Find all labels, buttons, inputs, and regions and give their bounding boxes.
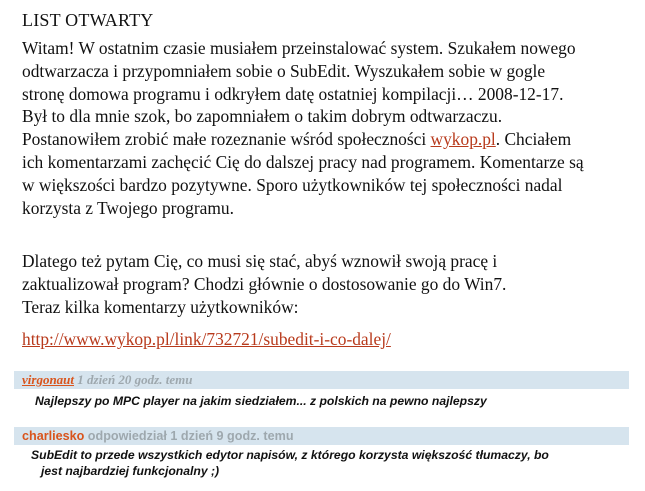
paragraph-line: w większości bardzo pozytywne. Sporo użytkowników tej społeczności nadal [22, 174, 563, 195]
comment-header [22, 372, 192, 388]
comment-text [31, 447, 549, 479]
comment-meta: 1 dzień 20 godz. temu [74, 372, 193, 387]
comment-author-link[interactable]: charliesko [22, 429, 85, 443]
paragraph-line: zaktualizował program? Chodzi głównie o dostosowanie go do Win7. [22, 273, 507, 294]
paragraph-line: odtwarzacza i przypomniałem sobie o SubEdit. Wyszukałem sobie w gogle [22, 60, 546, 81]
paragraph-line: Dlatego też pytam Cię, co musi się stać, abyś wznowił swoją pracę i [22, 251, 498, 271]
comment-author-link[interactable]: virgonaut [22, 372, 75, 387]
discussion-url-link[interactable]: http://www.wykop.pl/link/732721/subedit-i-co-dalej/ [22, 329, 391, 349]
paragraph-text: . Chciałem [495, 129, 572, 150]
paragraph-text: Postanowiłem zrobić małe rozeznanie wśród społeczności [22, 129, 431, 150]
wykop-link[interactable]: wykop.pl [430, 129, 496, 150]
comment-meta: odpowiedział 1 dzień 9 godz. temu [84, 429, 294, 443]
paragraph-line: Witam! W ostatnim czasie musiałem przeinstalować system. Szukałem nowego [22, 38, 576, 58]
paragraph-line: ich komentarzami zachęcić Cię do dalszej pracy nad programem. Komentarze są [22, 151, 584, 172]
letter-title: LIST OTWARTY [22, 10, 154, 30]
letter-paragraph-1 [22, 37, 640, 219]
comment-header [22, 428, 294, 444]
comment-text-line: SubEdit to przede wszystkich edytor napisów, z którego korzysta większość tłumaczy, bo [31, 448, 549, 462]
paragraph-line: stronę domowa programu i odkryłem datę ostatniej kompilacji… 2008-12-17. [22, 83, 564, 104]
paragraph-line [22, 128, 640, 151]
letter-paragraph-2 [22, 250, 640, 318]
comment-text-line: jest najbardziej funkcjonalny ;) [41, 464, 220, 478]
comment-text: Najlepszy po MPC player na jakim siedziałem... z polskich na pewno najlepszy [35, 394, 487, 408]
paragraph-line: korzysta z Twojego programu. [22, 197, 234, 218]
paragraph-line: Był to dla mnie szok, bo zapomniałem o takim dobrym odtwarzaczu. [22, 106, 503, 127]
paragraph-line: Teraz kilka komentarzy użytkowników: [22, 296, 299, 317]
